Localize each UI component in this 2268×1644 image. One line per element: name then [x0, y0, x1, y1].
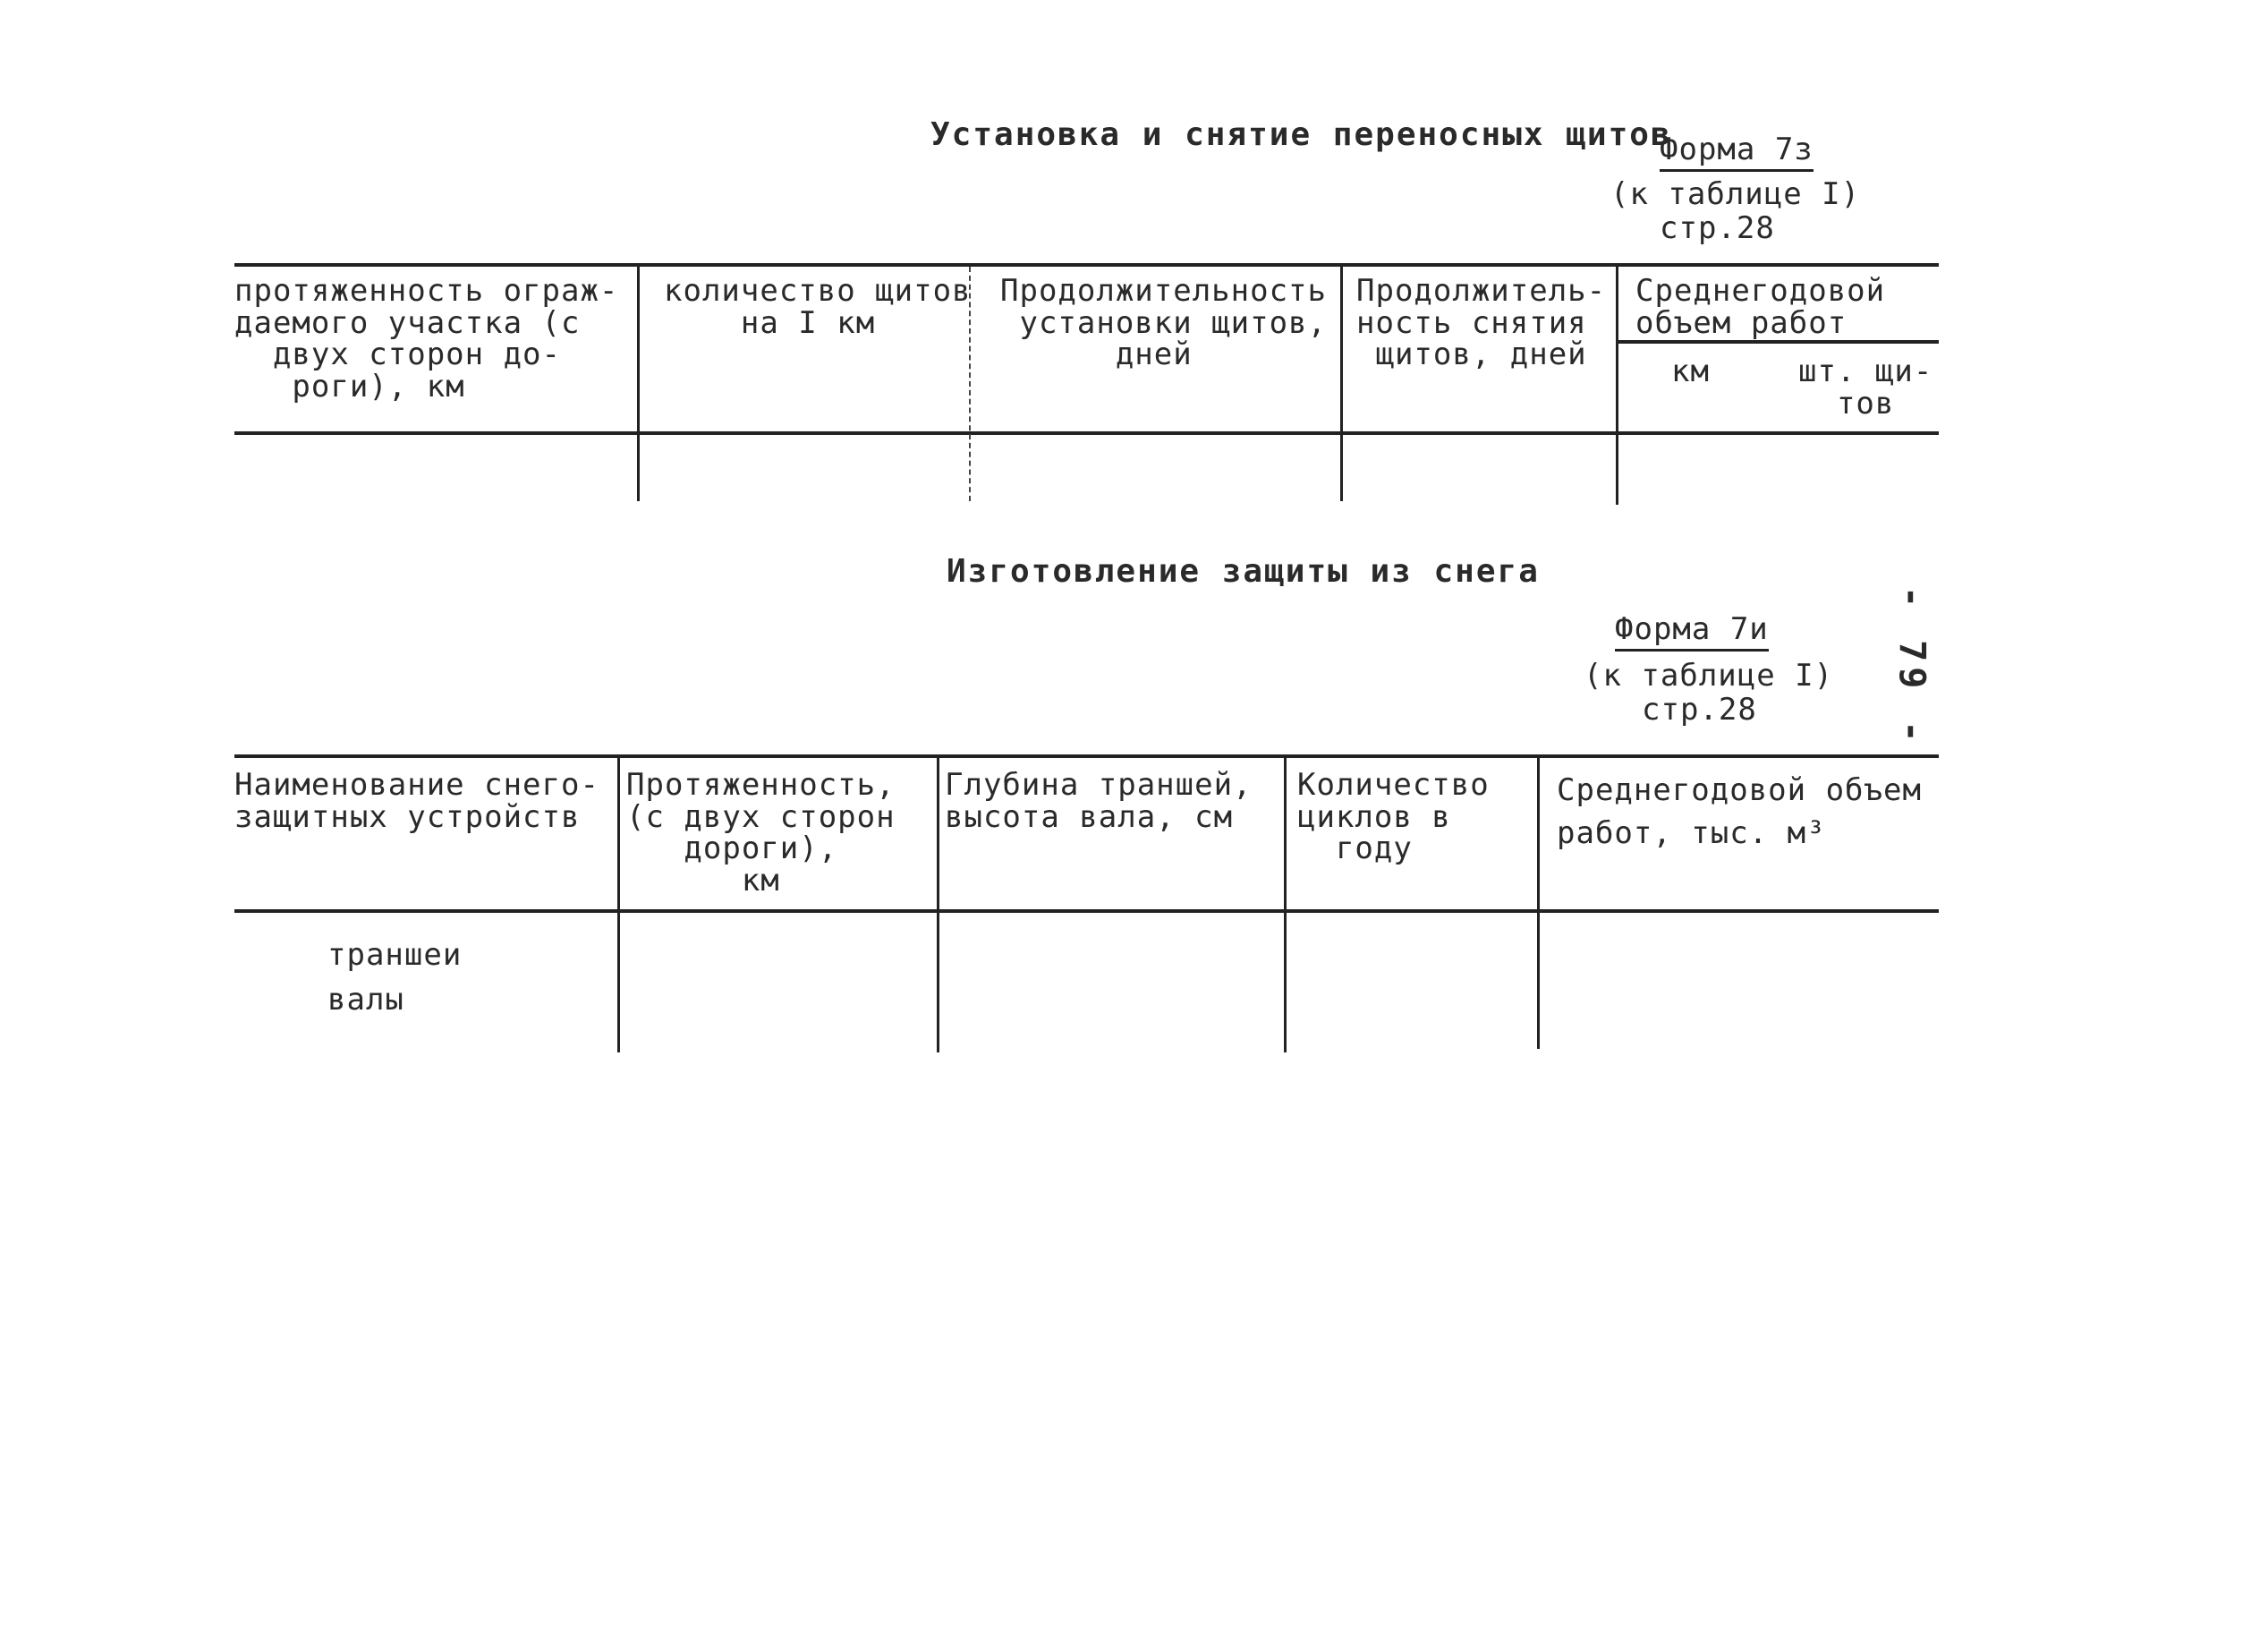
form1-col-divider-1: [637, 267, 640, 501]
form1-header-removal-duration: Продолжитель- ность снятия щитов, дней: [1356, 273, 1607, 373]
form1-header-annual-volume: Среднегодовой объем работ: [1635, 273, 1886, 341]
form2-col-divider-4: [1537, 757, 1540, 1049]
form2-ref-table: (к таблице I): [1584, 658, 1834, 694]
form2-col-divider-3: [1284, 757, 1287, 1052]
form2-form-label: Форма 7и: [1615, 614, 1769, 646]
form2-title: Изготовление защиты из снега: [947, 553, 1540, 590]
form2-ref-page: стр.28: [1642, 692, 1757, 728]
form1-header-km: км: [1671, 354, 1710, 389]
form1-top-rule: [234, 263, 1939, 267]
form1-title: Установка и снятие переносных щитов: [930, 116, 1672, 153]
form2-row-trenches: траншеи: [327, 937, 463, 973]
form1-form-label: Форма 7з: [1660, 134, 1814, 166]
form2-header-length: Протяженность, (с двух сторон дороги), км: [626, 767, 896, 899]
form2-col-divider-2: [937, 757, 939, 1052]
form2-header-rule: [234, 909, 1939, 913]
form2-header-annual-volume: Среднегодовой объем работ, тыс. м³: [1557, 772, 1922, 851]
form1-header-shield-pieces: шт. щи- тов: [1798, 354, 1933, 422]
form1-col-divider-3: [1340, 267, 1343, 501]
form1-col-divider-4: [1616, 267, 1618, 505]
form2-header-device-name: Наименование снего- защитных устройств: [234, 767, 599, 835]
form2-col-divider-1: [617, 757, 620, 1052]
form2-header-depth-height: Глубина траншей, высота вала, см: [945, 767, 1253, 835]
form1-header-rule: [234, 431, 1939, 435]
form1-ref-page: стр.28: [1660, 210, 1775, 246]
form1-ref-table: (к таблице I): [1610, 176, 1861, 212]
form1-header-length: протяженность ограж- даемого участка (с двух сторон до- роги), км: [234, 273, 619, 405]
form2-header-cycles: Количество циклов в году: [1297, 767, 1490, 867]
form1-header-install-duration: Продолжительность установки щитов, дней: [1000, 273, 1327, 373]
form2-row-ridges: валы: [327, 982, 404, 1018]
page-number: - 79 -: [1891, 586, 1932, 748]
form1-header-shield-count: количество щитов на I км: [664, 273, 972, 341]
form2-top-rule: [234, 754, 1939, 758]
